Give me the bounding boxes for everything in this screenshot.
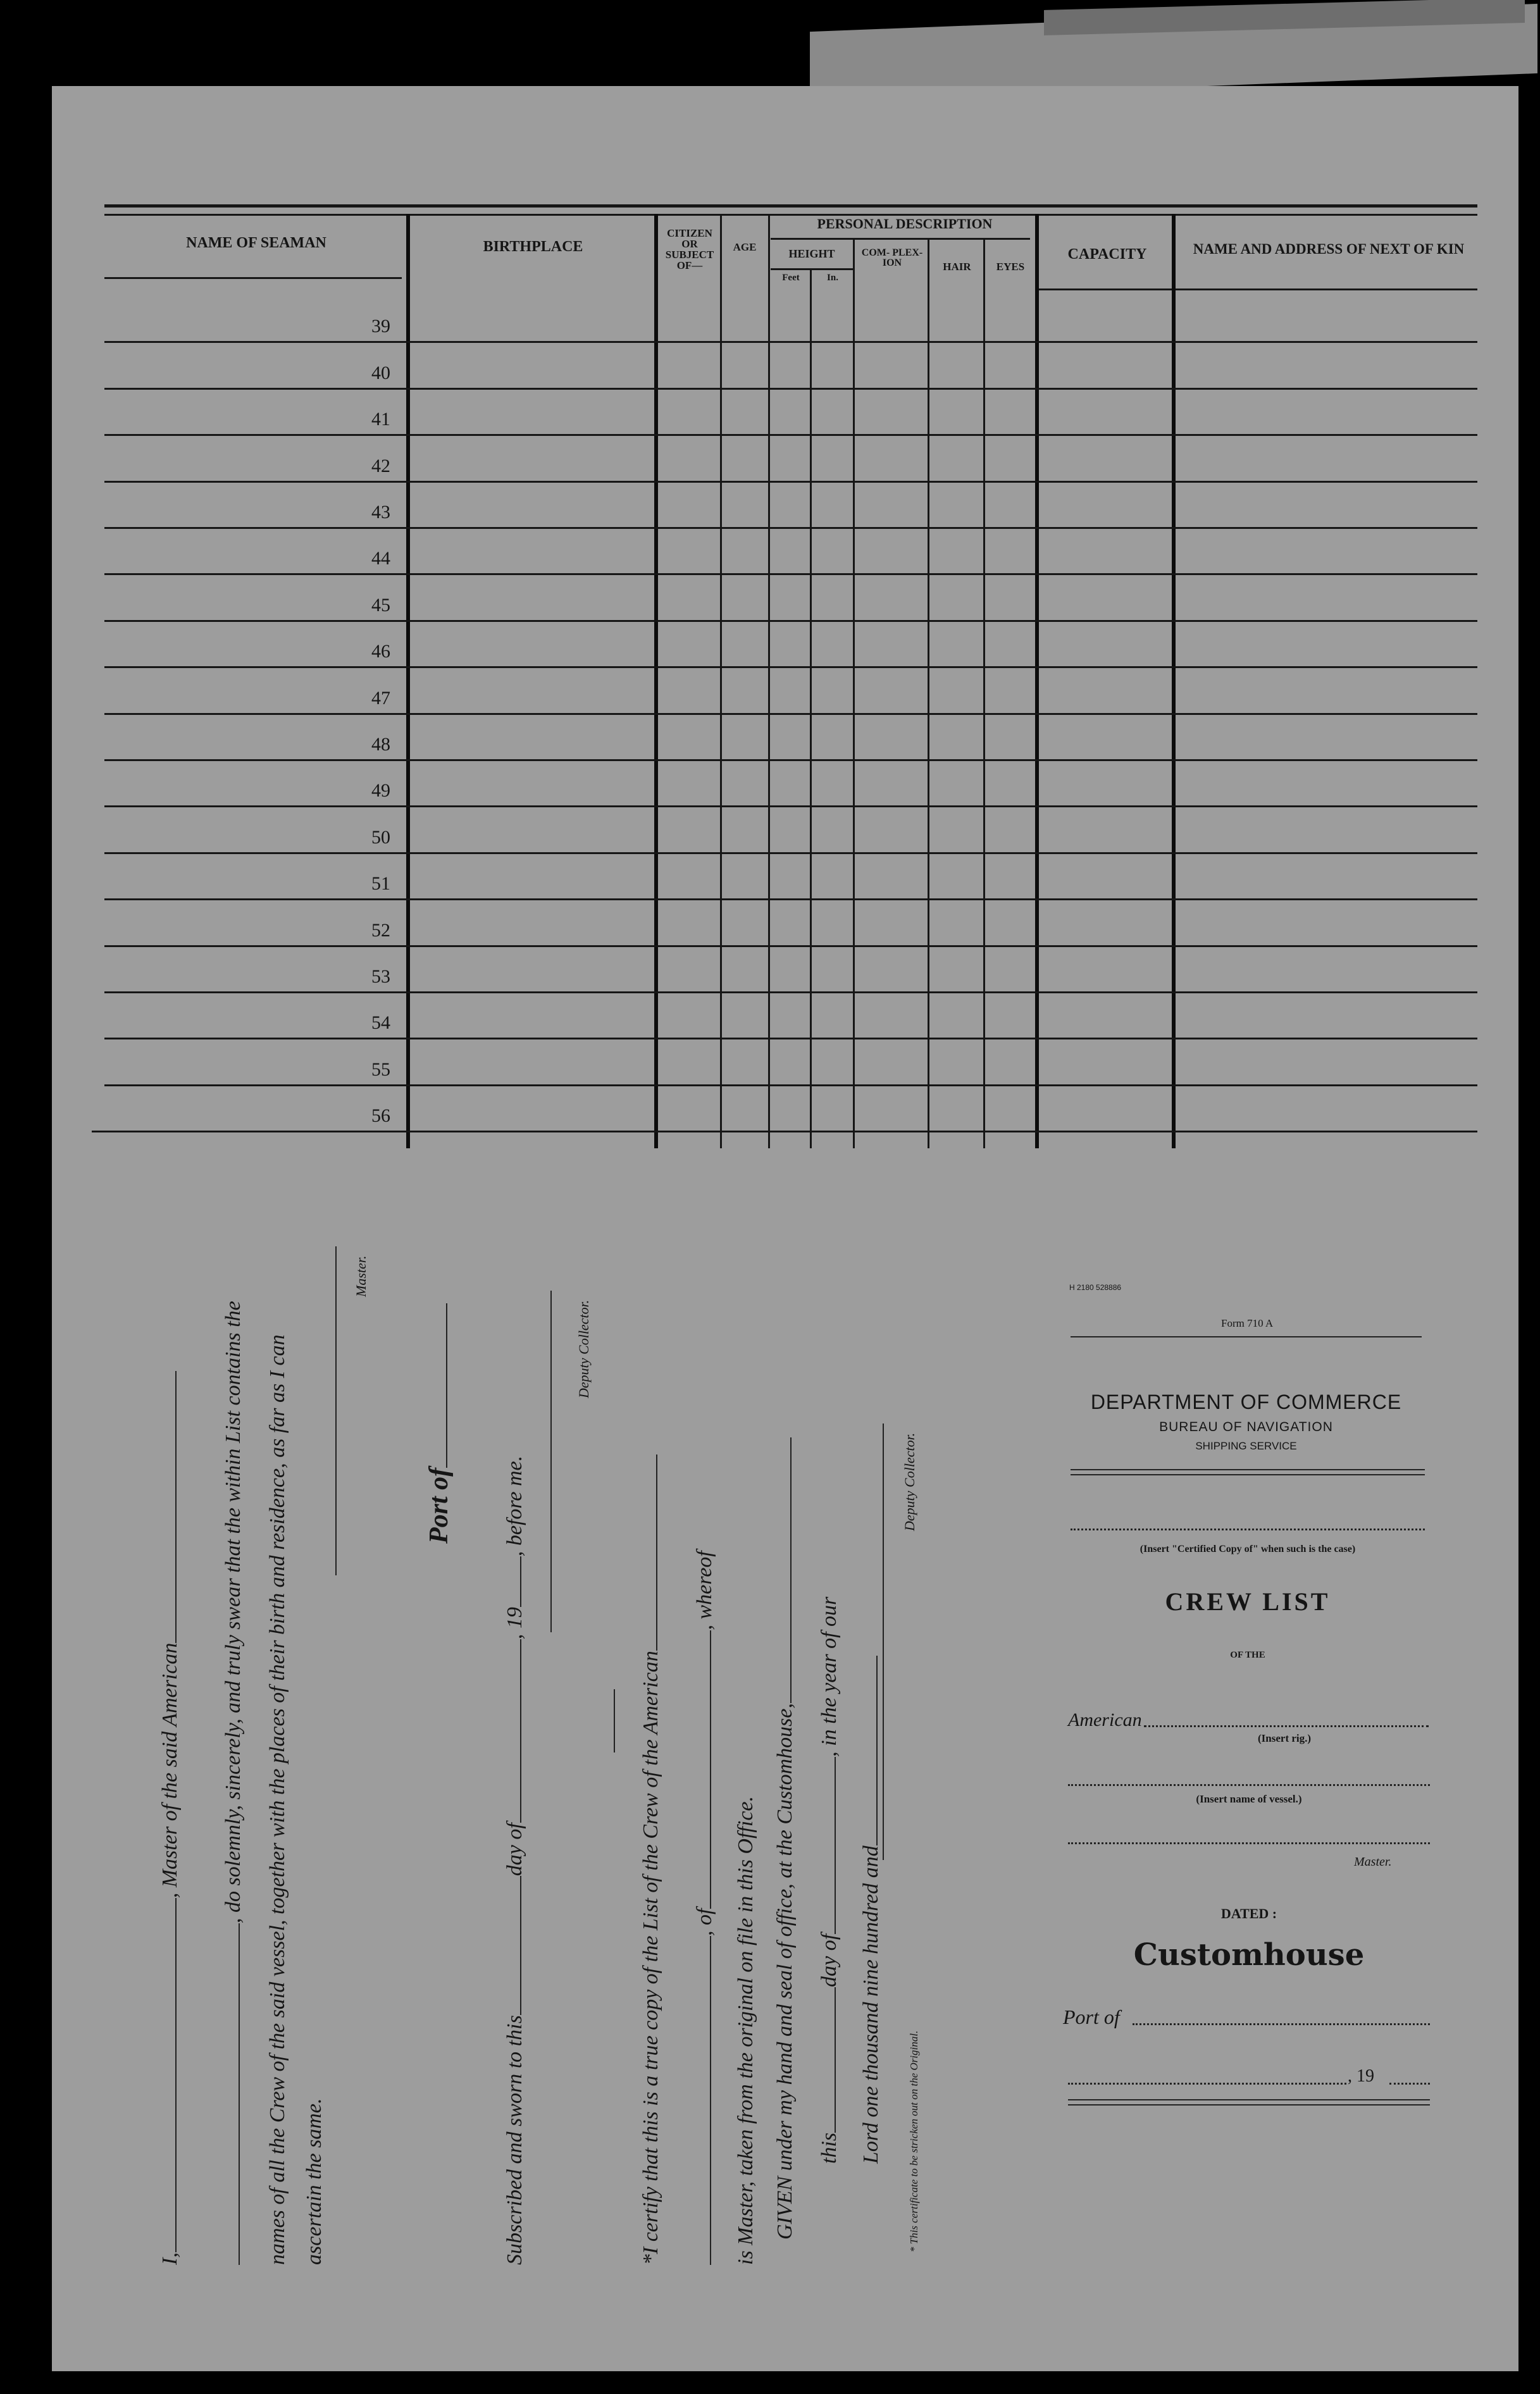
master-signature-label: Master. [353,1255,369,1297]
row-number: 50 [371,826,390,848]
table-row[interactable] [104,760,1477,807]
certificate-vessel-type-blank[interactable] [656,1454,657,1651]
subscribed-month-blank[interactable] [520,1639,521,1823]
master-name-blank[interactable] [175,1898,177,2252]
insert-certified-note: (Insert "Certified Copy of" when such is the case) [1139,1544,1356,1554]
table-row[interactable] [104,1086,1477,1132]
dated-label: DATED : [1220,1906,1277,1921]
certificate-line-6: Lord one thousand nine hundred and [859,1656,883,2164]
height-rule [771,268,853,270]
header-personal-description: PERSONAL DESCRIPTION [817,216,993,232]
american-label: American [1068,1709,1142,1730]
table-row[interactable] [104,946,1477,993]
of-the-label: OF THE [1230,1650,1265,1660]
port-of-label: Port of [424,1303,454,1544]
row-number: 49 [371,780,390,802]
table-row[interactable] [104,435,1477,481]
personal-description-rule [771,238,1030,240]
table-top-rule [104,204,1477,208]
cover-rule-2 [1071,1474,1425,1475]
row-number: 48 [371,733,390,755]
oath-line-2: , do solemnly, sincerely, and truly swear that the within List contains the [221,1301,245,2265]
row-number: 45 [371,594,390,616]
header-inches: In. [827,273,838,283]
certificate-footnote: * This certificate to be stricken out on the Original. [908,2030,920,2252]
header-birthplace: BIRTHPLACE [483,239,583,255]
subscribed-year-blank[interactable] [520,1556,521,1607]
certified-copy-blank[interactable] [1071,1529,1425,1530]
port-blank-cover[interactable] [1133,2023,1430,2025]
certificate-port-blank[interactable] [710,1630,711,1909]
certificate-line-2: , of, whereof [693,1551,717,2265]
header-hair: HAIR [943,261,971,273]
date-blank-cover[interactable] [1068,2083,1346,2085]
row-number: 54 [371,1012,390,1034]
cover-bottom-rule-1 [1068,2099,1430,2100]
table-row[interactable] [104,807,1477,853]
cover-bottom-rule-2 [1068,2104,1430,2106]
subscribed-line: Subscribed and sworn to thisday of, 19, before me. [503,1455,526,2265]
crew-list-title: CREW LIST [1165,1587,1331,1616]
table-row[interactable] [104,296,1477,342]
year-blank-cover[interactable] [1389,2083,1430,2085]
table-row[interactable] [104,714,1477,760]
certificate-line-4: GIVEN under my hand and seal of office, at the Customhouse, [773,1437,797,2240]
cover-rule-1 [1071,1469,1425,1470]
table-row[interactable] [104,621,1477,667]
certificate-year-blank[interactable] [876,1656,878,1845]
service-name: SHIPPING SERVICE [1195,1440,1297,1452]
oath-line-3: names of all the Crew of the said vessel, together with the places of their birth and residence, as far as I can [266,1334,289,2265]
deputy-collector-label-2: Deputy Collector. [902,1432,917,1531]
table-row[interactable] [104,1039,1477,1085]
row-number: 44 [371,548,390,569]
row-number: 46 [371,641,390,662]
row-number: 52 [371,919,390,941]
table-row[interactable] [104,528,1477,574]
certificate-line-1: *I certify that this is a true copy of the List of the Crew of the American [639,1454,663,2265]
row-rule [92,1131,1477,1132]
row-number: 53 [371,965,390,987]
cover-top-rule [1071,1336,1422,1337]
department-name: DEPARTMENT OF COMMERCE [1090,1391,1402,1413]
print-code: H 2180 528886 [1069,1283,1122,1292]
header-eyes: EYES [996,261,1025,273]
table-row[interactable] [104,853,1477,900]
customhouse-blank[interactable] [790,1437,792,1703]
row-number: 39 [371,316,390,337]
certificate-day-blank[interactable] [835,1987,836,2133]
vessel-name-blank[interactable] [239,1923,240,2265]
row-number: 43 [371,501,390,523]
row-number: 55 [371,1058,390,1080]
oath-and-certificate [158,1215,1044,2265]
master-blank-cover[interactable] [1068,1842,1430,1844]
bureau-name: BUREAU OF NAVIGATION [1159,1420,1333,1434]
port-of-label-cover: Port of [1063,2006,1120,2028]
row-number: 42 [371,455,390,476]
certificate-line-3: is Master, taken from the original on file in this Office. [734,1796,757,2265]
table-top-rule-inner [104,214,1477,216]
oath-line-1: I,, Master of the said American [158,1371,182,2265]
deputy-collector-label-1: Deputy Collector. [576,1299,592,1398]
header-name-of-seaman: NAME OF SEAMAN [186,235,326,251]
certificate-month-blank[interactable] [835,1757,836,1934]
certificate-vessel-name-blank[interactable] [710,1936,711,2265]
vessel-name-blank-cover[interactable] [1068,1784,1430,1786]
name-header-rule [104,277,402,279]
deputy-collector-line-2[interactable] [883,1423,884,1860]
header-feet: Feet [782,273,800,283]
rig-blank[interactable] [1144,1725,1429,1727]
subscribed-day-blank[interactable] [520,1876,521,2015]
header-age: AGE [733,241,757,253]
table-row[interactable] [104,482,1477,528]
certificate-line-5: thisday of, in the year of our [817,1596,841,2164]
header-next-of-kin: NAME AND ADDRESS OF NEXT OF KIN [1193,241,1465,257]
table-row[interactable] [104,993,1477,1039]
master-signature-line[interactable] [335,1246,337,1575]
header-complexion: COM- PLEX- ION [861,247,923,268]
row-number: 47 [371,687,390,709]
insert-rig-note: (Insert rig.) [1258,1732,1312,1744]
customhouse-title: Customhouse [1133,1937,1365,1973]
header-citizen-or-subject: CITIZEN OR SUBJECT OF— [665,227,714,271]
port-of-blank[interactable] [446,1303,447,1468]
insert-vessel-note: (Insert name of vessel.) [1196,1793,1302,1805]
table-row[interactable] [104,667,1477,714]
table-row[interactable] [104,389,1477,435]
header-height: HEIGHT [788,247,835,260]
row-number: 40 [371,362,390,383]
vessel-type-blank[interactable] [175,1371,177,1643]
row-number: 51 [371,873,390,895]
form-number: Form 710 A [1221,1317,1274,1329]
table-row[interactable] [104,342,1477,388]
row-number: 41 [371,409,390,430]
deputy-collector-line-1[interactable] [550,1291,552,1632]
section-divider [614,1689,615,1752]
oath-line-4: ascertain the same. [302,2098,326,2265]
master-label-cover: Master. [1354,1855,1392,1869]
right-header-rule [1038,288,1477,290]
row-number: 56 [371,1105,390,1127]
year-label-cover: , 19 [1348,2066,1374,2086]
table-row[interactable] [104,574,1477,621]
table-row[interactable] [104,900,1477,946]
header-capacity: CAPACITY [1067,246,1147,263]
